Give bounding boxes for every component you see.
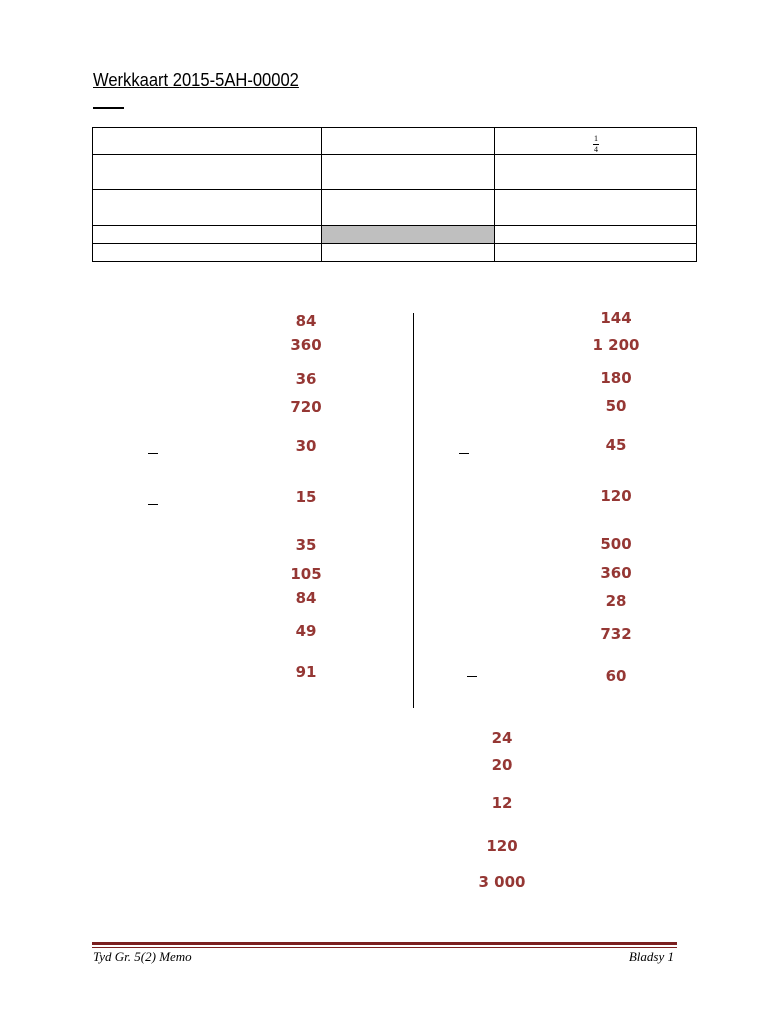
- fraction-dash: [459, 453, 469, 454]
- answer-left-6: 15: [295, 488, 317, 506]
- answer-right-7: 500: [600, 535, 632, 553]
- answer-bottom-3: 12: [491, 794, 513, 812]
- footer-rule-thin: [92, 947, 677, 948]
- column-divider: [413, 313, 414, 708]
- answer-left-3: 36: [295, 370, 317, 388]
- fraction-dash: [148, 504, 158, 505]
- table-row: [93, 226, 697, 244]
- answer-right-5: 45: [605, 436, 627, 454]
- table-cell: [93, 226, 322, 244]
- table-cell: [322, 155, 495, 190]
- table-cell: [93, 190, 322, 226]
- table-cell: [322, 128, 495, 155]
- answer-bottom-2: 20: [491, 756, 513, 774]
- answer-bottom-1: 24: [491, 729, 513, 747]
- fraction-dash: [148, 453, 158, 454]
- answer-right-11: 60: [605, 667, 627, 685]
- answer-left-11: 91: [295, 663, 317, 681]
- title-underline-mark: [93, 107, 124, 109]
- answer-left-4: 720: [290, 398, 322, 416]
- info-table: [92, 127, 697, 262]
- page-title: Werkkaart 2015-5AH-00002: [93, 70, 299, 90]
- answer-bottom-4: 120: [486, 837, 518, 855]
- answer-right-6: 120: [600, 487, 632, 505]
- answer-right-4: 50: [605, 397, 627, 415]
- table-cell: [322, 190, 495, 226]
- answer-left-1: 84: [295, 312, 317, 330]
- answer-right-8: 360: [600, 564, 632, 582]
- table-cell: [93, 244, 322, 262]
- fraction-one-quarter: [593, 135, 599, 154]
- answer-left-8: 105: [290, 565, 322, 583]
- table-row: [93, 128, 697, 155]
- table-cell: [495, 244, 697, 262]
- table-cell: [495, 190, 697, 226]
- answer-left-2: 360: [290, 336, 322, 354]
- answer-right-1: 144: [600, 309, 632, 327]
- table-cell-shaded: [322, 226, 495, 244]
- answer-right-9: 28: [605, 592, 627, 610]
- answer-right-2: 1 200: [592, 336, 640, 354]
- answer-left-10: 49: [295, 622, 317, 640]
- table-cell: [93, 155, 322, 190]
- answer-left-9: 84: [295, 589, 317, 607]
- answer-right-10: 732: [600, 625, 632, 643]
- fraction-denominator: 4: [594, 145, 598, 154]
- table-cell: [93, 128, 322, 155]
- footer-rule: [92, 942, 677, 945]
- footer-title: Tyd Gr. 5(2) Memo: [93, 949, 192, 964]
- table-row: [93, 190, 697, 226]
- table-row: [93, 155, 697, 190]
- table-cell: [495, 226, 697, 244]
- fraction-dash: [467, 676, 477, 677]
- table-cell-fraction: [495, 128, 697, 155]
- answer-right-3: 180: [600, 369, 632, 387]
- table-row: [93, 244, 697, 262]
- footer-page-number: Bladsy 1: [628, 949, 674, 964]
- answer-left-5: 30: [295, 437, 317, 455]
- table-cell: [495, 155, 697, 190]
- fraction-numerator: 1: [594, 134, 598, 143]
- answer-bottom-5: 3 000: [478, 873, 526, 891]
- table-cell: [322, 244, 495, 262]
- answer-left-7: 35: [295, 536, 317, 554]
